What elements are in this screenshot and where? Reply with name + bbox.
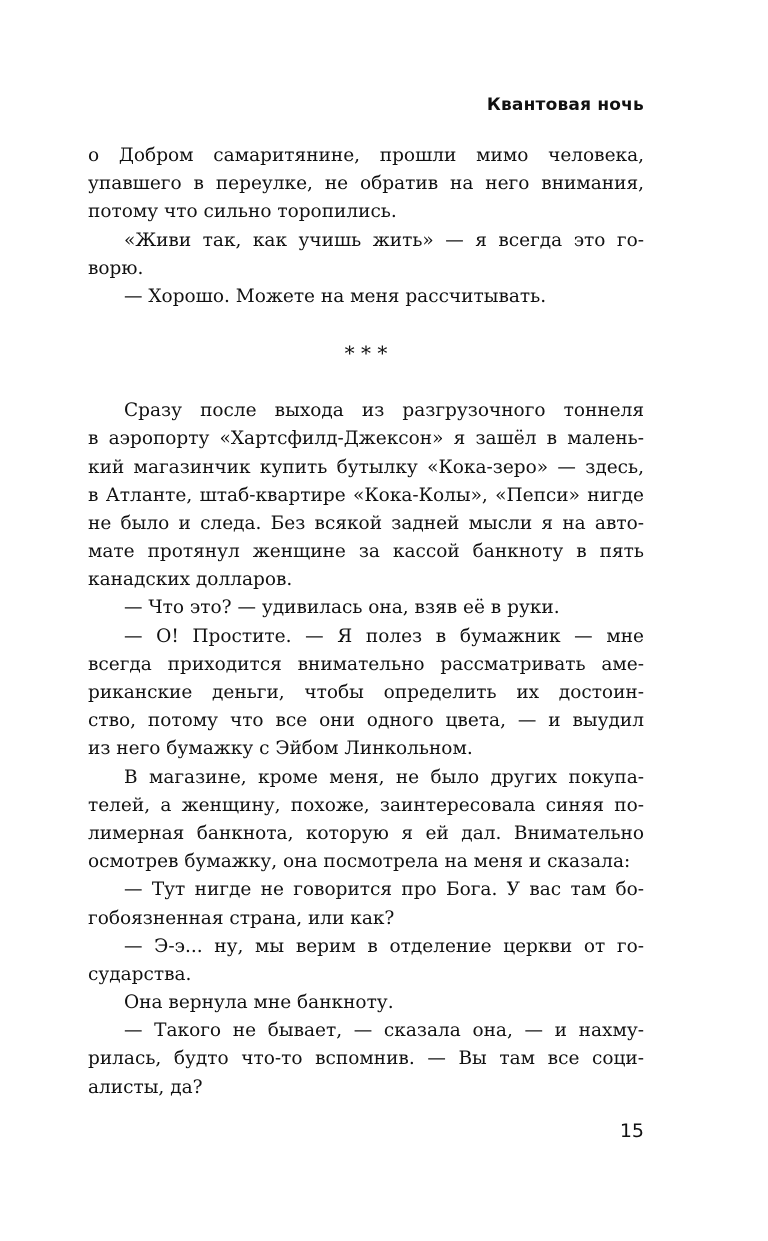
text-line: В магазине, кроме меня, не было других покупа- bbox=[124, 766, 644, 788]
running-header: Квантовая ночь bbox=[486, 95, 644, 115]
text-line: упавшего в переулке, не обратив на него внимания, bbox=[88, 173, 644, 195]
text-line: в Атланте, штаб-квартире «Кока-Колы», «Пепси» нигде bbox=[88, 484, 644, 506]
text-line: осмотрев бумажку, она посмотрела на меня и сказала: bbox=[88, 851, 631, 873]
text-line: в аэропорту «Хартсфилд-Джексон» я зашёл в малень- bbox=[88, 428, 644, 450]
text-block-1 bbox=[88, 142, 644, 311]
text-line: не было и следа. Без всякой задней мысли я на авто- bbox=[88, 512, 644, 534]
text-line: телей, а женщину, похоже, заинтересовала синяя по- bbox=[88, 794, 644, 816]
page-body bbox=[88, 142, 644, 1102]
section-separator: * * * bbox=[344, 341, 388, 366]
text-line: ство, потому что все они одного цвета, — и выудил bbox=[88, 710, 644, 732]
text-line: — Тут нигде не говорится про Бога. У вас там бо- bbox=[124, 879, 644, 901]
page-number: 15 bbox=[619, 1120, 644, 1142]
text-line: «Живи так, как учишь жить» — я всегда это го- bbox=[124, 229, 644, 251]
text-line: — Что это? — удивилась она, взяв её в руки. bbox=[124, 597, 560, 619]
text-line: Сразу после выхода из разгрузочного тоннеля bbox=[124, 400, 644, 422]
text-line: алисты, да? bbox=[88, 1076, 203, 1098]
text-line: канадских долларов. bbox=[88, 569, 293, 591]
text-line: — Хорошо. Можете на меня рассчитывать. bbox=[124, 285, 547, 307]
text-line: ворю. bbox=[88, 257, 144, 279]
text-line: — О! Простите. — Я полез в бумажник — мне bbox=[124, 625, 644, 647]
text-line: мате протянул женщине за кассой банкноту в пять bbox=[88, 541, 644, 563]
text-line: риканские деньги, чтобы определить их достоин- bbox=[88, 682, 644, 703]
text-line: — Такого не бывает, — сказала она, — и нахму- bbox=[124, 1020, 644, 1042]
text-line: рилась, будто что-то вспомнив. — Вы там все соци- bbox=[88, 1048, 644, 1070]
text-line: кий магазинчик купить бутылку «Кока-зеро» — здесь, bbox=[88, 456, 644, 478]
text-line: о Добром самаритянине, прошли мимо человека, bbox=[88, 145, 644, 166]
text-line: потому что сильно торопились. bbox=[88, 201, 397, 223]
text-line: Она вернула мне банкноту. bbox=[124, 992, 394, 1014]
text-line: гобоязненная страна, или как? bbox=[88, 907, 395, 929]
text-line: — Э-э... ну, мы верим в отделение церкви от го- bbox=[124, 935, 644, 957]
text-line: всегда приходится внимательно рассматривать аме- bbox=[88, 653, 644, 675]
text-line: лимерная банкнота, которую я ей дал. Внимательно bbox=[88, 822, 644, 844]
text-line: из него бумажку с Эйбом Линкольном. bbox=[88, 738, 473, 760]
text-block-2 bbox=[88, 397, 644, 1102]
text-line: сударства. bbox=[88, 963, 192, 985]
